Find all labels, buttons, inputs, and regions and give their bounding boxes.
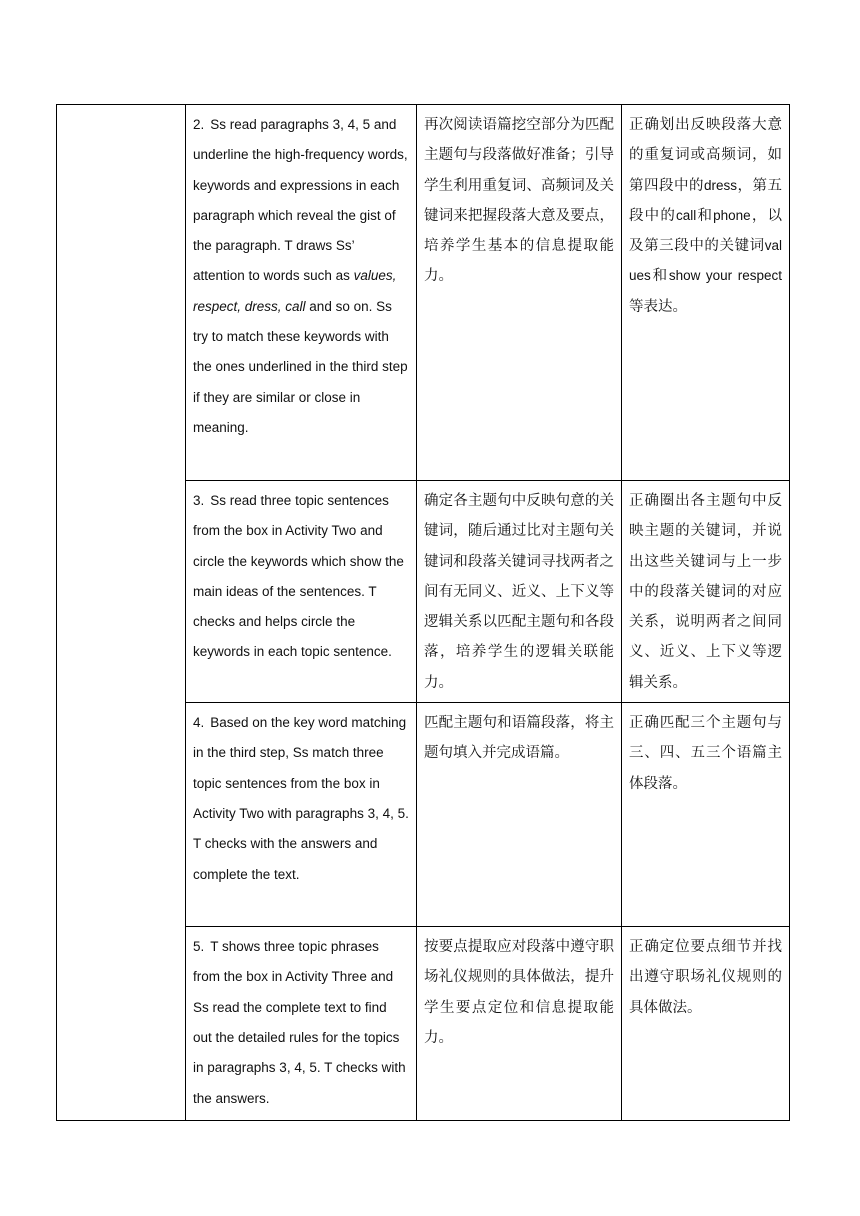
activity-cell (186, 105, 417, 481)
evaluation-keyword: show your respect (668, 268, 782, 284)
evaluation-text: ，以及第三段中的关键词 (629, 207, 783, 255)
purpose-text: 再次阅读语篇挖空部分为匹配主题句与段落做好准备；引导学生利用重复词、高频词及关键词来把握段落大意及要点，培养学生基本的信息提取能力。 (424, 117, 614, 285)
activity-text: Based on the key word matching in the third step, Ss match three topic sentences from the box in Activity Two with paragraphs 3, 4, 5. T checks with the answers and complete the text. (193, 715, 409, 882)
activity-text: Ss read paragraphs 3, 4, 5 and underline the high-frequency words, keywords and expressions in each paragraph which reveal the gist of the paragraph. T draws Ss’ attention to words such as (193, 117, 408, 284)
purpose-cell (417, 105, 622, 481)
purpose-cell (417, 927, 622, 1121)
evaluation-text: ，第五段中的 (629, 177, 783, 224)
evaluation-text: 等表达。 (629, 298, 687, 315)
evaluation-keyword: dress (704, 177, 738, 193)
evaluation-cell (622, 481, 790, 703)
evaluation-text: 正确圈出各主题句中反映主题的关键词，并说出这些关键词与上一步中的段落关键词的对应关系，说明两者之间同义、近义、上下义等逻辑关系。 (629, 493, 782, 691)
activity-cell (186, 927, 417, 1121)
evaluation-cell (622, 703, 790, 927)
evaluation-text: 正确定位要点细节并找出遵守职场礼仪规则的具体做法。 (629, 939, 782, 1016)
purpose-text: 按要点提取应对段落中遵守职场礼仪规则的具体做法，提升学生要点定位和信息提取能力。 (424, 939, 614, 1046)
activity-cell (186, 703, 417, 927)
step-number: 3. (193, 493, 205, 508)
purpose-text: 匹配主题句和语篇段落，将主题句填入并完成语篇。 (424, 715, 614, 762)
evaluation-cell (622, 105, 790, 481)
purpose-cell (417, 481, 622, 703)
evaluation-text: 和 (650, 268, 669, 285)
activity-text-continued: and so on. Ss try to match these keywords with the ones underlined in the third step if they are similar or close in meaning. (193, 298, 408, 435)
step-number: 4. (193, 715, 205, 731)
purpose-text: 确定各主题句中反映句意的关键词，随后通过比对主题句关键词和段落关键词寻找两者之间有无同义、近义、上下义等逻辑关系以匹配主题句和各段落，培养学生的逻辑关联能力。 (424, 493, 614, 691)
activity-keywords: values, respect, dress, call (193, 268, 397, 314)
purpose-cell (417, 703, 622, 927)
step-number: 5. (193, 939, 205, 955)
activity-cell (186, 481, 417, 703)
evaluation-text: 正确划出反映段落大意的重复词或高频词，如第四段中的 (629, 117, 782, 194)
table-row (57, 105, 790, 481)
evaluation-keyword: values (629, 238, 782, 284)
merged-first-column-cell (57, 105, 186, 1121)
evaluation-text: 正确匹配三个主题句与三、四、五三个语篇主体段落。 (629, 715, 782, 792)
activity-text: T shows three topic phrases from the box in Activity Three and Ss read the complete text to find out the detailed rules for the topics in paragraphs 3, 4, 5. T checks with the answers. (193, 939, 406, 1106)
evaluation-text: 和 (696, 207, 714, 224)
lesson-plan-table (56, 104, 790, 1121)
evaluation-keyword: phone (713, 207, 751, 223)
evaluation-cell (622, 927, 790, 1121)
evaluation-keyword: call (676, 207, 697, 223)
step-number: 2. (193, 117, 205, 132)
activity-text: Ss read three topic sentences from the box in Activity Two and circle the keywords which show the main ideas of the sentences. T checks and helps circle the keywords in each topic sentence. (193, 493, 404, 660)
